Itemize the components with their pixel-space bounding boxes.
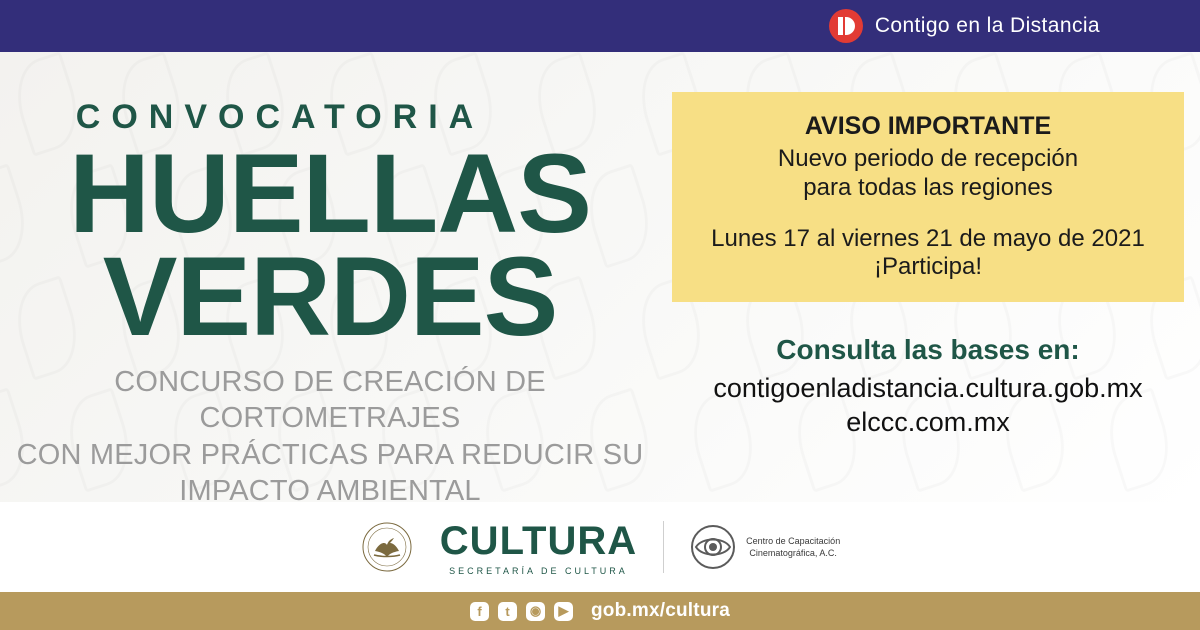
page-title-line1: HUELLAS <box>69 131 591 256</box>
main-content <box>0 52 1200 502</box>
page-title <box>0 131 660 360</box>
footer-logos <box>0 502 1200 592</box>
logo-divider <box>663 521 664 573</box>
link-elccc[interactable]: elccc.com.mx <box>846 406 1010 437</box>
notice-line-1: Nuevo periodo de recepción <box>777 144 1079 172</box>
cccac-name <box>746 535 840 559</box>
notice-call-to-action: ¡Participa! <box>873 253 983 281</box>
page-subtitle-line2: CON MEJOR PRÁCTICAS PARA REDUCIR SU <box>16 438 644 471</box>
notice-dates: Lunes 17 al viernes 21 de mayo de 2021 <box>711 224 1145 252</box>
notice-line-2: para todas las regiones <box>803 173 1053 201</box>
cultura-logotype <box>440 519 637 576</box>
mexican-coat-of-arms-icon <box>360 520 414 574</box>
cccac-name-line2: Cinematográfica, A.C. <box>749 548 837 558</box>
cccac-name-line1: Centro de Capacitación <box>746 535 841 546</box>
page-subtitle <box>10 364 650 502</box>
page-subtitle-line1: CONCURSO DE CREACIÓN DE CORTOMETRAJES <box>114 366 546 435</box>
youtube-icon[interactable]: ▶ <box>554 602 573 621</box>
links-list <box>672 372 1184 440</box>
bottom-bar <box>0 592 1200 630</box>
gobmx-cultura-link[interactable]: gob.mx/cultura <box>591 600 730 621</box>
notice-title: AVISO IMPORTANTE <box>804 111 1052 140</box>
cultura-wordmark: CULTURA <box>439 518 638 563</box>
twitter-icon[interactable]: t <box>498 602 517 621</box>
contigo-logo-text: Contigo en la Distancia <box>874 14 1100 37</box>
title-block <box>0 52 660 502</box>
cccac-logo <box>690 524 840 570</box>
instagram-icon[interactable]: ◉ <box>526 602 545 621</box>
contigo-mark-icon <box>829 9 863 43</box>
contigo-en-la-distancia-logo[interactable] <box>829 9 1100 43</box>
page-title-line2: VERDES <box>102 234 558 360</box>
cultura-subtitle: SECRETARÍA DE CULTURA <box>449 565 628 576</box>
links-heading: Consulta las bases en: <box>776 334 1080 365</box>
link-contigoenladistancia[interactable]: contigoenladistancia.cultura.gob.mx <box>713 373 1143 403</box>
facebook-icon[interactable]: f <box>470 602 489 621</box>
social-links <box>470 602 573 621</box>
page-subtitle-line3: IMPACTO AMBIENTAL <box>179 474 481 502</box>
important-notice-card <box>672 92 1184 302</box>
top-banner <box>0 0 1200 52</box>
info-block <box>668 52 1200 502</box>
cccac-eye-icon <box>690 524 736 570</box>
kicker-convocatoria: CONVOCATORIA <box>75 98 485 136</box>
